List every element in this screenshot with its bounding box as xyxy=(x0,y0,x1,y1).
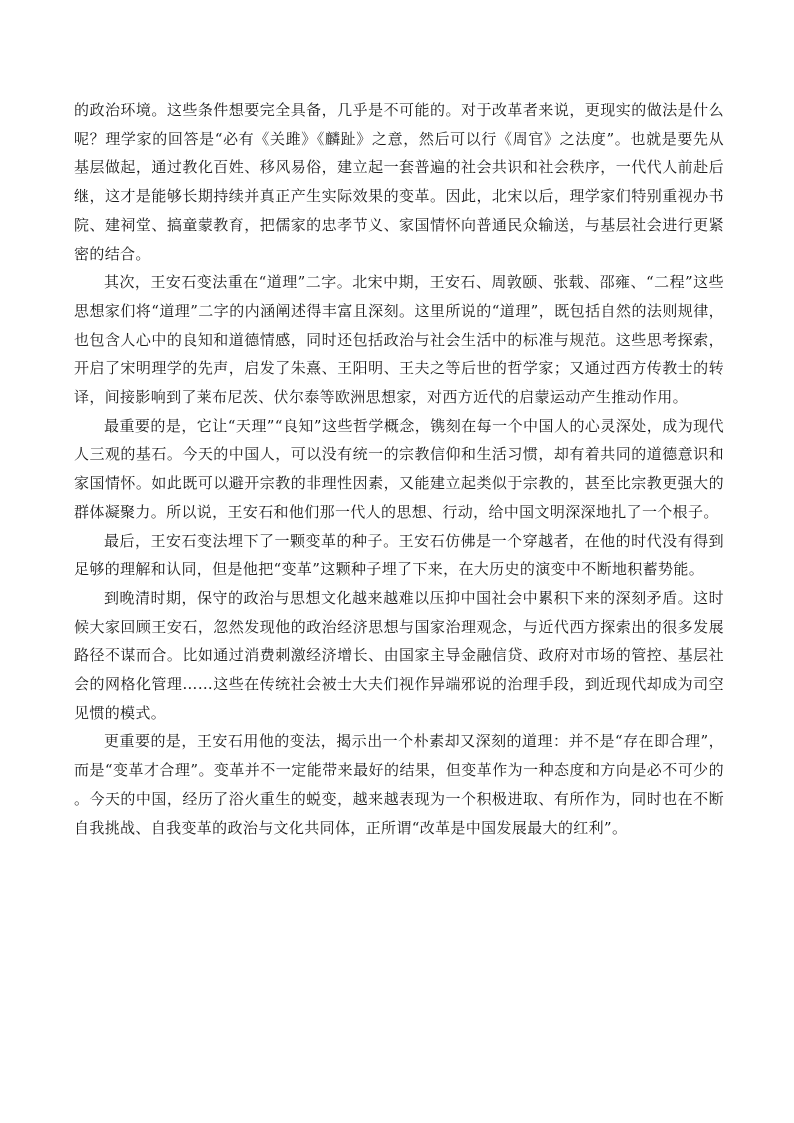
document-body xyxy=(74,96,724,842)
paragraph-5: 到晚清时期，保守的政治与思想文化越来越难以压抑中国社会中累积下来的深刻矛盾。这时候大家回顾王安石，忽然发现他的政治经济思想与国家治理观念，与近代西方探索出的很多发展路径不谋而合。比如通过消费刺激经济增长、由国家主导金融信贷、政府对市场的管控、基层社会的网格化管理……这些在传统社会被士大夫们视作异端邪说的治理手段，到近现代却成为司空见惯的模式。 xyxy=(74,588,724,722)
paragraph-3: 最重要的是，它让“天理”“良知”这些哲学概念，镌刻在每一个中国人的心灵深处，成为现代人三观的基石。今天的中国人，可以没有统一的宗教信仰和生活习惯，却有着共同的道德意识和家国情怀。如此既可以避开宗教的非理性因素，又能建立起类似于宗教的，甚至比宗教更强大的群体凝聚力。所以说，王安石和他们那一代人的思想、行动，给中国文明深深地扎了一个根子。 xyxy=(74,416,724,521)
paragraph-1: 的政治环境。这些条件想要完全具备，几乎是不可能的。对于改革者来说，更现实的做法是什么呢？理学家的回答是“必有《关雎》《麟趾》之意，然后可以行《周官》之法度”。也就是要先从基层做起，通过教化百姓、移风易俗，建立起一套普遍的社会共识和社会秩序，一代代人前赴后继，这才是能够长期持续并真正产生实际效果的变革。因此，北宋以后，理学家们特别重视办书院、建祠堂、搞童蒙教育，把儒家的忠孝节义、家国情怀向普通民众输送，与基层社会进行更紧密的结合。 xyxy=(74,101,724,263)
paragraph-4: 最后，王安石变法埋下了一颗变革的种子。王安石仿佛是一个穿越者，在他的时代没有得到足够的理解和认同，但是他把“变革”这颗种子埋了下来，在大历史的演变中不断地积蓄势能。 xyxy=(74,531,724,579)
paragraph-6: 更重要的是，王安石用他的变法，揭示出一个朴素却又深刻的道理：并不是“存在即合理”，而是“变革才合理”。变革并不一定能带来最好的结果，但变革作为一种态度和方向是必不可少的。今天的中国，经历了浴火重生的蜕变，越来越表现为一个积极进取、有所作为，同时也在不断自我挑战、自我变革的政治与文化共同体，正所谓“改革是中国发展最大的红利”。 xyxy=(74,732,724,837)
paragraph-2: 其次，王安石变法重在“道理”二字。北宋中期，王安石、周敦颐、张载、邵雍、“二程”这些思想家们将“道理”二字的内涵阐述得丰富且深刻。这里所说的“道理”，既包括自然的法则规律，也包含人心中的良知和道德情感，同时还包括政治与社会生活中的标准与规范。这些思考探索，开启了宋明理学的先声，启发了朱熹、王阳明、王夫之等后世的哲学家；又通过西方传教士的转译，间接影响到了莱布尼茨、伏尔泰等欧洲思想家，对西方近代的启蒙运动产生推动作用。 xyxy=(74,273,724,407)
